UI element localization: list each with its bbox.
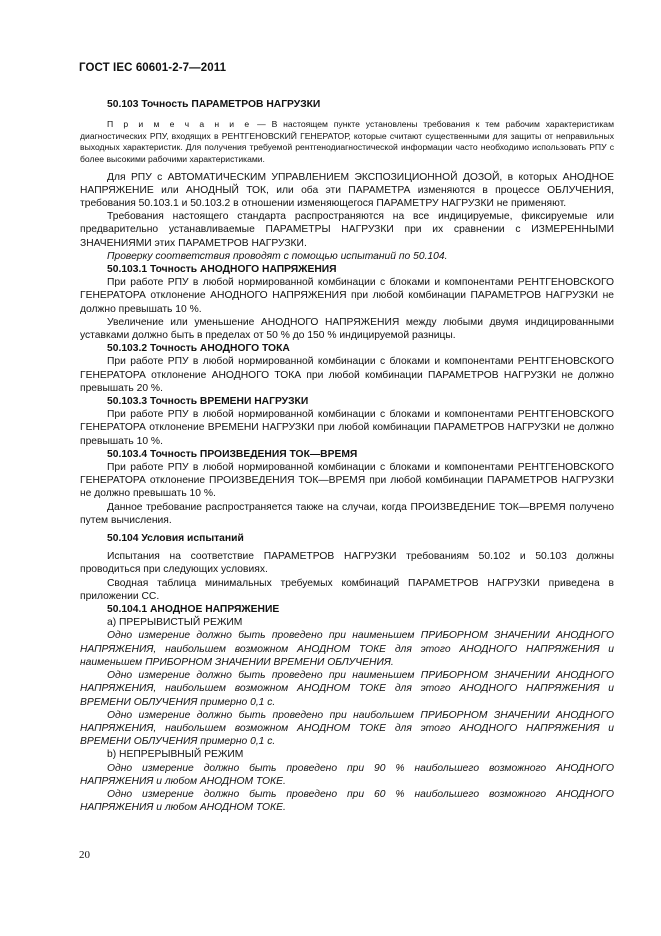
- paragraph: Испытания на соответствие ПАРАМЕТРОВ НАГРУЗКИ требованиям 50.102 и 50.103 должны проводиться при следующих условиях.: [80, 551, 614, 576]
- paragraph: Одно измерение должно быть проведено при наименьшем ПРИБОРНОМ ЗНАЧЕНИИ АНОДНОГО НАПРЯЖЕНИЯ, наибольшем возможном АНОДНОМ ТОКЕ для этого АНОДНОГО НАПРЯЖЕНИЯ и наименьшем ПРИБОРНОМ ЗНАЧЕНИИ ВРЕМЕНИ ОБЛУЧЕНИЯ.: [80, 630, 614, 668]
- section-heading-50-103-1: 50.103.1 Точность АНОДНОГО НАПРЯЖЕНИЯ: [107, 264, 337, 275]
- paragraph: Одно измерение должно быть проведено при наибольшем ПРИБОРНОМ ЗНАЧЕНИИ АНОДНОГО НАПРЯЖЕНИЯ, наибольшем возможном АНОДНОМ ТОКЕ для этого АНОДНОГО НАПРЯЖЕНИЯ и ВРЕМЕНИ ОБЛУЧЕНИЯ примерно 0,1 с.: [80, 709, 614, 748]
- section-heading-50-103-2: 50.103.2 Точность АНОДНОГО ТОКА: [107, 343, 290, 355]
- list-item-a: а) ПРЕРЫВИСТЫЙ РЕЖИМ: [107, 617, 243, 629]
- note-paragraph: [80, 119, 614, 165]
- compliance-check-text: Проверку соответствия проводят с помощью испытаний по 50.104.: [107, 250, 448, 262]
- section-heading-50-103-4: 50.103.4 Точность ПРОИЗВЕДЕНИЯ ТОК—ВРЕМЯ: [107, 448, 358, 460]
- paragraph: Сводная таблица минимальных требуемых комбинаций ПАРАМЕТРОВ НАГРУЗКИ приведена в приложении СС.: [80, 577, 614, 602]
- document-header: ГОСТ IEC 60601-2-7—2011: [79, 62, 227, 74]
- paragraph: Требования настоящего стандарта распространяются на все индицируемые, фиксируемые или предварительно устанавливаемые ПАРАМЕТРЫ НАГРУЗКИ при их сравнении с ИЗМЕРЕННЫМИ ЗНАЧЕНИЯМИ этих ПАРАМЕТРОВ НАГРУЗКИ.: [80, 211, 614, 249]
- note-text: — В настоящем пункте установлены требования к тем рабочим характеристикам диагностических РПУ, входящих в РЕНТГЕНОВСКИЙ ГЕНЕРАТОР, которые считают существенными для защиты от неправильных выходных характеристик. Для получения требуемой рентгенодиагностической информации часто необходимо использовать РПУ с более высокими рабочими характеристиками.: [80, 119, 614, 164]
- paragraph: Одно измерение должно быть проведено при наименьшем ПРИБОРНОМ ЗНАЧЕНИИ АНОДНОГО НАПРЯЖЕНИЯ, наибольшем возможном АНОДНОМ ТОКЕ для этого АНОДНОГО НАПРЯЖЕНИЯ и ВРЕМЕНИ ОБЛУЧЕНИЯ примерно 0,1 с.: [80, 670, 614, 708]
- paragraph: Увеличение или уменьшение АНОДНОГО НАПРЯЖЕНИЯ между любыми двумя индицированными уставками должно быть в пределах от 50 % до 150 % индицируемой разницы.: [80, 316, 614, 342]
- section-heading-50-103-3: 50.103.3 Точность ВРЕМЕНИ НАГРУЗКИ: [107, 396, 309, 408]
- paragraph: Для РПУ с АВТОМАТИЧЕСКИМ УПРАВЛЕНИЕМ ЭКСПОЗИЦИОННОЙ ДОЗОЙ, в которых АНОДНОЕ НАПРЯЖЕНИЕ или АНОДНЫЙ ТОК, или оба эти ПАРАМЕТРА изменяются в процессе ОБЛУЧЕНИЯ, требования 50.103.1 и 50.103.2 в отношении изменяющегося ПАРАМЕТРУ НАГРУЗКИ не применяют.: [80, 171, 614, 209]
- paragraph: При работе РПУ в любой нормированной комбинации с блоками и компонентами РЕНТГЕНОВСКОГО ГЕНЕРАТОРА отклонение АНОДНОГО ТОКА при любой комбинации ПАРАМЕТРОВ НАГРУЗКИ не должно превышать 20 %.: [80, 356, 614, 394]
- paragraph: При работе РПУ в любой нормированной комбинации с блоками и компонентами РЕНТГЕНОВСКОГО ГЕНЕРАТОРА отклонение ВРЕМЕНИ НАГРУЗКИ при любой комбинации ПАРАМЕТРОВ НАГРУЗКИ не должно превышать 10 %.: [80, 409, 614, 447]
- paragraph: Одно измерение должно быть проведено при 60 % наибольшего возможного АНОДНОГО НАПРЯЖЕНИЯ и любом АНОДНОМ ТОКЕ.: [80, 788, 614, 814]
- list-item-b: b) НЕПРЕРЫВНЫЙ РЕЖИМ: [107, 749, 244, 761]
- paragraph: Данное требование распространяется также на случаи, когда ПРОИЗВЕДЕНИЕ ТОК—ВРЕМЯ получено путем вычисления.: [80, 501, 614, 526]
- section-heading-50-104-1: 50.104.1 АНОДНОЕ НАПРЯЖЕНИЕ: [107, 604, 280, 616]
- paragraph: При работе РПУ в любой нормированной комбинации с блоками и компонентами РЕНТГЕНОВСКОГО ГЕНЕРАТОРА отклонение АНОДНОГО НАПРЯЖЕНИЯ при любой комбинации ПАРАМЕТРОВ НАГРУЗКИ не должно превышать 10 %.: [80, 277, 614, 315]
- page-content: [80, 94, 614, 814]
- paragraph: Одно измерение должно быть проведено при 90 % наибольшего возможного АНОДНОГО НАПРЯЖЕНИЯ и любом АНОДНОМ ТОКЕ.: [80, 762, 614, 787]
- section-heading-50-104: 50.104 Условия испытаний: [107, 533, 244, 545]
- note-label: П р и м е ч а н и е: [107, 119, 252, 130]
- page-number: 20: [79, 849, 90, 861]
- paragraph: При работе РПУ в любой нормированной комбинации с блоками и компонентами РЕНТГЕНОВСКОГО ГЕНЕРАТОРА отклонение ПРОИЗВЕДЕНИЯ ТОК—ВРЕМЯ при любой комбинации ПАРАМЕТРОВ НАГРУЗКИ не должно превышать 10 %.: [80, 462, 614, 500]
- section-heading-50-103: 50.103 Точность ПАРАМЕТРОВ НАГРУЗКИ: [107, 99, 321, 110]
